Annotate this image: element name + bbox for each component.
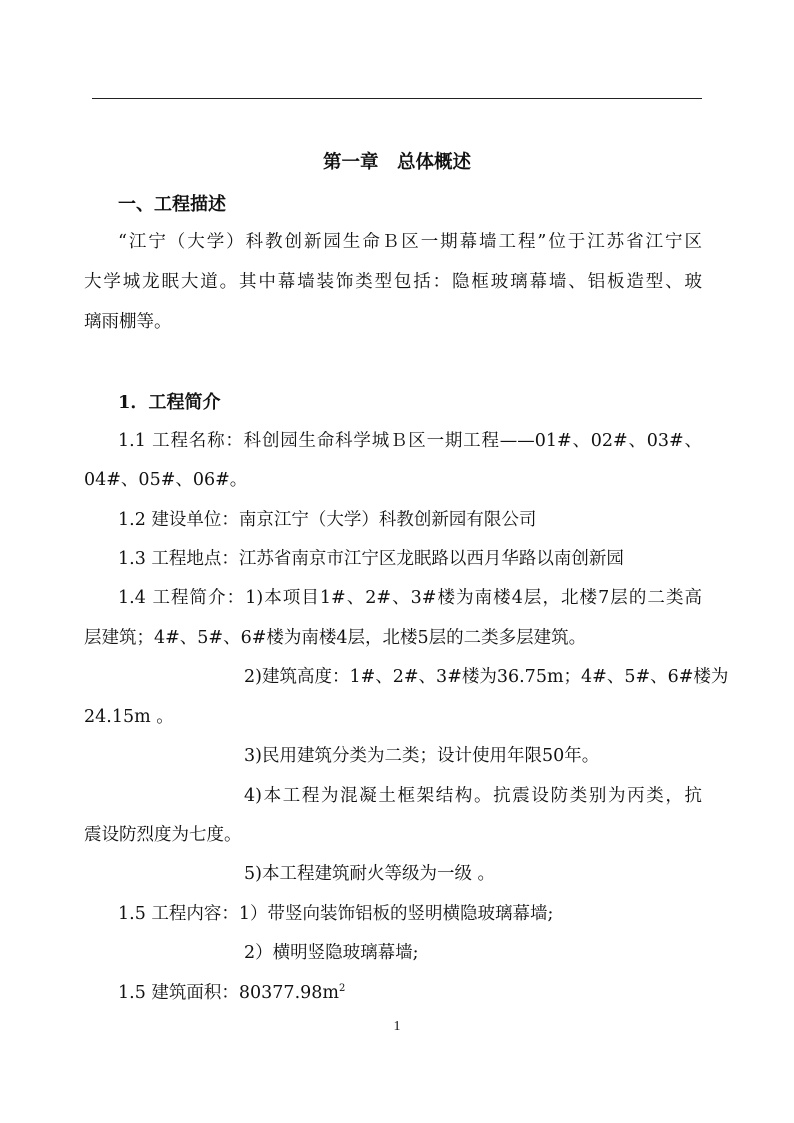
sub-item-2-line-1: 2)建筑高度：1#、2#、3#楼为36.75m；4#、5#、6#楼为 xyxy=(244,667,729,687)
area-item-label: 1.5 建筑面积：80377.98m xyxy=(118,983,339,1003)
sub-item-4-line-1: 4)本工程为混凝土框架结构。抗震设防类别为丙类，抗 xyxy=(244,786,702,806)
area-item xyxy=(118,984,345,1003)
sub-item-2-line-2: 24.15m 。 xyxy=(84,707,174,727)
content-item-line-1: 1.5 工程内容：1）带竖向装饰铝板的竖明横隐玻璃幕墙; xyxy=(118,904,554,924)
description-line-2: 大学城龙眠大道。其中幕墙装饰类型包括：隐框玻璃幕墙、铝板造型、玻 xyxy=(84,272,702,292)
area-unit-superscript: 2 xyxy=(339,983,346,994)
content-item-line-2: 2）横明竖隐玻璃幕墙; xyxy=(244,943,419,963)
sub-item-3: 3)民用建筑分类为二类；设计使用年限50年。 xyxy=(244,746,600,766)
item-1-3: 1.3 工程地点：江苏省南京市江宁区龙眠路以西月华路以南创新园 xyxy=(118,549,624,569)
description-line-1: “江宁（大学）科教创新园生命Ｂ区一期幕墙工程”位于江苏省江宁区 xyxy=(118,232,702,252)
item-1-4-line-1: 1.4 工程简介：1)本项目1#、2#、3#楼为南楼4层，北楼7层的二类高 xyxy=(118,588,702,608)
header-rule xyxy=(92,98,702,99)
description-line-3: 璃雨棚等。 xyxy=(84,312,172,332)
item-1-1-line-2: 04#、05#、06#。 xyxy=(84,470,248,490)
page-number: 1 xyxy=(393,1019,401,1034)
sub-item-5: 5)本工程建筑耐火等级为一级 。 xyxy=(244,864,496,884)
item-1-4-line-2: 层建筑；4#、5#、6#楼为南楼4层，北楼5层的二类多层建筑。 xyxy=(84,628,587,648)
item-1-2: 1.2 建设单位：南京江宁（大学）科教创新园有限公司 xyxy=(118,510,537,530)
sub-item-4-line-2: 震设防烈度为七度。 xyxy=(84,825,242,845)
chapter-title: 第一章 总体概述 xyxy=(322,152,471,173)
item-1-1-line-1: 1.1 工程名称：科创园生命科学城Ｂ区一期工程——01#、02#、03#、 xyxy=(118,431,702,451)
section-heading-description: 一、工程描述 xyxy=(118,194,226,215)
section-heading-overview: 1．工程简介 xyxy=(118,392,221,413)
